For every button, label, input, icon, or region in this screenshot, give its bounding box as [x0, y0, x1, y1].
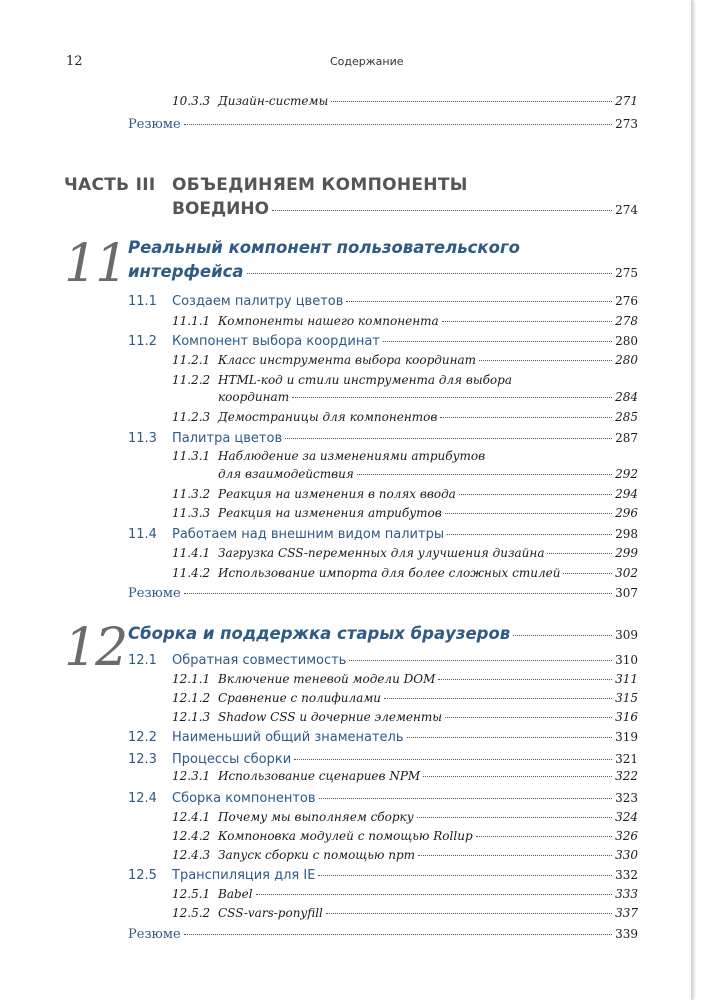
toc-title: Сборка компонентов	[172, 791, 316, 806]
dot-leader	[479, 360, 612, 361]
toc-page: 326	[615, 829, 638, 843]
toc-number: 11.3.1	[172, 449, 211, 463]
toc-number: 11.2.1	[172, 353, 211, 367]
toc-page: 323	[615, 791, 638, 805]
dot-leader	[272, 210, 612, 211]
toc-title: Палитра цветов	[172, 431, 283, 446]
toc-subsection[interactable]	[172, 313, 638, 329]
toc-title: Резюме	[128, 117, 181, 132]
toc-page: 330	[615, 848, 638, 862]
toc-number: 12.4.2	[172, 829, 211, 843]
toc-subsection-first-line[interactable]	[172, 448, 638, 464]
toc-subsection[interactable]	[172, 828, 638, 844]
toc-subsection[interactable]	[172, 847, 638, 863]
toc-page: 280	[615, 353, 638, 367]
dot-leader	[563, 573, 612, 574]
toc-page: 278	[615, 314, 638, 328]
toc-title: Запуск сборки с помощью npm	[218, 848, 416, 862]
toc-subsection[interactable]	[172, 690, 638, 706]
toc-number: 12.3.1	[172, 769, 211, 783]
dot-leader	[513, 635, 612, 636]
toc-number: 12.4	[128, 791, 157, 806]
dot-leader	[346, 301, 612, 302]
toc-page: 302	[615, 566, 638, 580]
toc-title: Компоновка модулей с помощью Rollup	[218, 829, 473, 843]
toc-page: 309	[615, 628, 638, 642]
dot-leader	[331, 101, 612, 102]
toc-number: 11.4	[128, 527, 157, 542]
toc-page: 333	[615, 887, 638, 901]
chapter-title-cont: интерфейса	[128, 262, 244, 281]
toc-page: 321	[615, 752, 638, 766]
dot-leader	[442, 321, 612, 322]
toc-title-cont: координат	[218, 390, 290, 404]
toc-title: Наблюдение за изменениями атрибутов	[218, 449, 486, 463]
dot-leader	[417, 817, 612, 818]
toc-title: Включение теневой модели DOM	[218, 672, 436, 686]
toc-page: 339	[615, 927, 638, 941]
dot-leader	[476, 836, 612, 837]
toc-number: 12.4.3	[172, 848, 211, 862]
toc-title: Создаем палитру цветов	[172, 294, 344, 309]
dot-leader	[184, 593, 612, 594]
toc-title-cont: для взаимодействия	[218, 467, 354, 481]
toc-number: 12.3	[128, 752, 157, 767]
toc-page: 275	[615, 266, 638, 280]
toc-page: 311	[615, 672, 638, 686]
toc-page: 284	[615, 390, 638, 404]
toc-number: 11.1.1	[172, 314, 211, 328]
dot-leader	[547, 553, 612, 554]
toc-page: 322	[615, 769, 638, 783]
dot-leader	[459, 494, 612, 495]
toc-number: 12.1.2	[172, 691, 211, 705]
dot-leader	[349, 660, 612, 661]
toc-title: Реакция на изменения в полях ввода	[218, 487, 456, 501]
dot-leader	[256, 894, 613, 895]
toc-number: 11.2.3	[172, 410, 211, 424]
toc-subsection[interactable]	[172, 768, 638, 784]
toc-title: Использование импорта для более сложных стилей	[218, 566, 561, 580]
toc-title: Сравнение с полифилами	[218, 691, 382, 705]
toc-number: 12.1.1	[172, 672, 211, 686]
toc-number: 10.3.3	[172, 94, 211, 108]
toc-title: Реакция на изменения атрибутов	[218, 506, 442, 520]
dot-leader	[247, 273, 613, 274]
toc-title: Обратная совместимость	[172, 653, 347, 668]
toc-title: Резюме	[128, 586, 181, 601]
toc-number: 11.2.2	[172, 373, 211, 387]
toc-title: CSS-vars-ponyfill	[218, 906, 323, 920]
page-number: 12	[66, 54, 83, 69]
dot-leader	[184, 124, 612, 125]
toc-number: 12.1.3	[172, 710, 211, 724]
toc-page: 287	[615, 431, 638, 445]
toc-subsection[interactable]	[172, 545, 638, 561]
toc-title: Использование сценариев NPM	[218, 769, 421, 783]
toc-chapter[interactable]	[128, 262, 638, 282]
toc-chapter[interactable]	[128, 624, 638, 644]
toc-page: 276	[615, 294, 638, 308]
toc-section[interactable]	[128, 652, 638, 668]
running-title: Содержание	[330, 55, 404, 68]
toc-subsection[interactable]	[172, 409, 638, 425]
toc-section[interactable]	[128, 790, 638, 806]
toc-page: 316	[615, 710, 638, 724]
toc-summary[interactable]	[128, 926, 638, 942]
part-label: ЧАСТЬ III	[64, 175, 156, 195]
toc-number: 11.4.1	[172, 546, 211, 560]
toc-section[interactable]	[128, 333, 638, 349]
toc-subsection[interactable]	[172, 486, 638, 502]
dot-leader	[418, 855, 612, 856]
dot-leader	[438, 679, 612, 680]
dot-leader	[292, 397, 612, 398]
toc-subsection[interactable]	[172, 671, 638, 687]
toc-subsection[interactable]	[172, 352, 638, 368]
toc-page: 294	[615, 487, 638, 501]
toc-number: 12.4.1	[172, 810, 211, 824]
dot-leader	[319, 798, 613, 799]
toc-title: Резюме	[128, 927, 181, 942]
toc-section[interactable]	[128, 430, 638, 446]
toc-page: 337	[615, 906, 638, 920]
toc-page: 332	[615, 868, 638, 882]
toc-subsection[interactable]	[172, 93, 638, 109]
toc-part[interactable]	[172, 198, 638, 220]
toc-subsection-first-line[interactable]	[172, 372, 638, 388]
dot-leader	[447, 534, 612, 535]
toc-subsection[interactable]	[172, 505, 638, 521]
toc-summary[interactable]	[128, 116, 638, 132]
toc-title: Компонент выбора координат	[172, 334, 380, 349]
toc-title: Почему мы выполняем сборку	[218, 810, 414, 824]
toc-number: 12.2	[128, 730, 157, 745]
toc-number: 11.2	[128, 334, 157, 349]
chapter-title: Сборка и поддержка старых браузеров	[128, 624, 511, 643]
toc-page: 299	[615, 546, 638, 560]
dot-leader	[445, 513, 612, 514]
toc-number: 12.5.1	[172, 887, 211, 901]
part-title: ОБЪЕДИНЯЕМ КОМПОНЕНТЫ	[172, 175, 468, 195]
toc-number: 12.1	[128, 653, 157, 668]
dot-leader	[445, 717, 612, 718]
part-title-cont: ВОЕДИНО	[172, 199, 270, 219]
toc-page: 296	[615, 506, 638, 520]
toc-page: 324	[615, 810, 638, 824]
toc-title: Класс инструмента выбора координат	[218, 353, 477, 367]
toc-title: Дизайн-системы	[218, 94, 329, 108]
toc-subsection[interactable]	[172, 886, 638, 902]
dot-leader	[326, 913, 612, 914]
dot-leader	[318, 875, 612, 876]
chapter-title: Реальный компонент пользовательского	[128, 238, 520, 257]
toc-subsection[interactable]	[172, 809, 638, 825]
toc-section[interactable]	[128, 526, 638, 542]
toc-page: 285	[615, 410, 638, 424]
toc-section[interactable]	[128, 293, 638, 309]
dot-leader	[423, 776, 612, 777]
dot-leader	[184, 934, 612, 935]
toc-subsection[interactable]	[172, 905, 638, 921]
toc-number: 12.5.2	[172, 906, 211, 920]
toc-page: 274	[615, 203, 638, 217]
toc-page: 271	[615, 94, 638, 108]
toc-page: 298	[615, 527, 638, 541]
toc-page: 315	[615, 691, 638, 705]
toc-section[interactable]	[128, 751, 638, 767]
toc-subsection[interactable]	[172, 709, 638, 725]
toc-number: 12.5	[128, 868, 157, 883]
toc-title: Загрузка CSS-переменных для улучшения дизайна	[218, 546, 545, 560]
toc-number: 11.1	[128, 294, 157, 309]
toc-page: 273	[615, 117, 638, 131]
toc-number: 11.3.2	[172, 487, 211, 501]
dot-leader	[294, 759, 612, 760]
toc-title: Транспиляция для IE	[172, 868, 316, 883]
dot-leader	[407, 737, 613, 738]
toc-title: Демостраницы для компонентов	[218, 410, 438, 424]
toc-title: HTML-код и стили инструмента для выбора	[218, 373, 512, 387]
toc-title: Наименьший общий знаменатель	[172, 730, 404, 745]
dot-leader	[357, 474, 612, 475]
toc-page: 292	[615, 467, 638, 481]
chapter-number: 11	[64, 234, 127, 294]
toc-number: 11.3.3	[172, 506, 211, 520]
toc-page: 280	[615, 334, 638, 348]
toc-subsection-continuation[interactable]	[218, 389, 638, 405]
toc-page: 319	[615, 730, 638, 744]
toc-title: Shadow CSS и дочерние элементы	[218, 710, 443, 724]
toc-page: 310	[615, 653, 638, 667]
toc-title: Процессы сборки	[172, 752, 292, 767]
toc-page: 307	[615, 586, 638, 600]
chapter-number: 12	[64, 618, 127, 678]
toc-title: Работаем над внешним видом палитры	[172, 527, 445, 542]
dot-leader	[440, 417, 612, 418]
toc-number: 11.3	[128, 431, 157, 446]
toc-title: Компоненты нашего компонента	[218, 314, 439, 328]
toc-title: Babel	[218, 887, 253, 901]
toc-summary[interactable]	[128, 585, 638, 601]
toc-section[interactable]	[128, 867, 638, 883]
toc-number: 11.4.2	[172, 566, 211, 580]
toc-section[interactable]	[128, 729, 638, 745]
toc-subsection[interactable]	[172, 565, 638, 581]
dot-leader	[384, 698, 612, 699]
toc-subsection-continuation[interactable]	[218, 466, 638, 482]
dot-leader	[285, 438, 612, 439]
dot-leader	[383, 341, 612, 342]
